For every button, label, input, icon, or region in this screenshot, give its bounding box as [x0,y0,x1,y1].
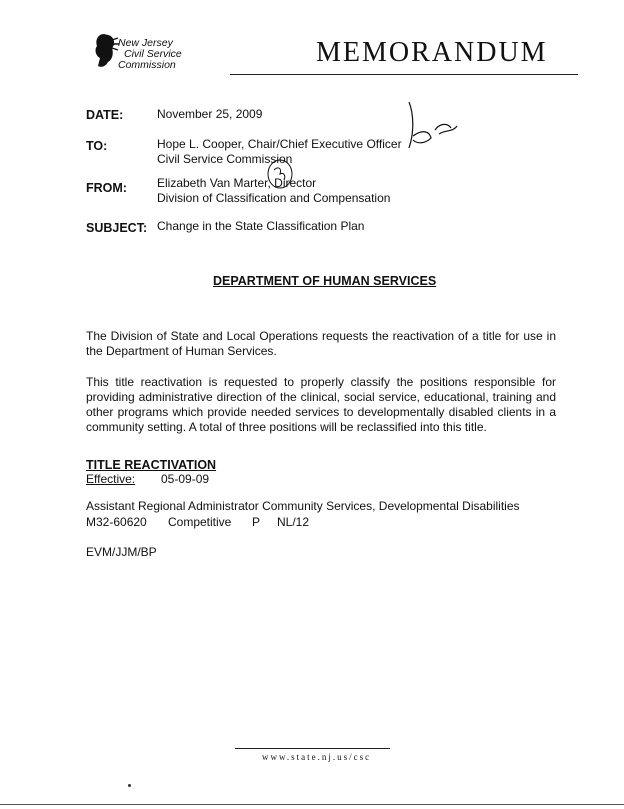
title-reactivation-heading: TITLE REACTIVATION [86,458,217,472]
header-rule [230,74,578,75]
handwritten-from-initials [262,158,302,194]
from-line-1: Elizabeth Van Marter, Director [157,176,317,190]
to-line-1: Hope L. Cooper, Chair/Chief Executive Officer [157,137,402,151]
title-code: M32-60620 [86,515,147,529]
title-range: NL/12 [277,515,310,529]
bottom-edge-rule [0,804,624,805]
subject-label: SUBJECT: [86,221,148,235]
title-class: P [252,515,261,529]
from-label: FROM: [86,181,127,195]
date-label: DATE: [86,108,124,122]
effective-label: Effective: [86,472,136,486]
footer-url: www.state.nj.us/csc [262,752,372,762]
logo-line-1: New Jersey [118,37,173,49]
subject-value: Change in the State Classification Plan [157,219,365,233]
logo-line-3: Commission [118,59,176,71]
date-value: November 25, 2009 [157,107,263,121]
logo-line-2: Civil Service [124,48,182,60]
memorandum-title: MEMORANDUM [316,37,548,68]
title-status: Competitive [168,515,232,529]
page-speck [128,784,131,787]
initials-line: EVM/JJM/BP [86,545,157,559]
title-name: Assistant Regional Administrator Community Services, Developmental Disabilities [86,499,520,513]
to-line-2: Civil Service Commission [157,152,293,166]
footer-rule [235,748,390,749]
from-line-2: Division of Classification and Compensation [157,191,391,205]
commission-logo-text [118,38,182,71]
paragraph-request: The Division of State and Local Operations requests the reactivation of a title for use in the Department of Human Services. [86,329,556,358]
to-label: TO: [86,139,108,153]
paragraph-justification: This title reactivation is requested to properly classify the positions responsible for providing administrative direction of the clinical, social service, educational, training and other programs which provide needed services to developmentally disabled clients in a community setting. A total of three positions will be reclassified into this title. [86,375,556,434]
effective-date: 05-09-09 [161,472,210,486]
department-heading: DEPARTMENT OF HUMAN SERVICES [213,274,437,288]
handwritten-initials-signature [395,100,465,160]
